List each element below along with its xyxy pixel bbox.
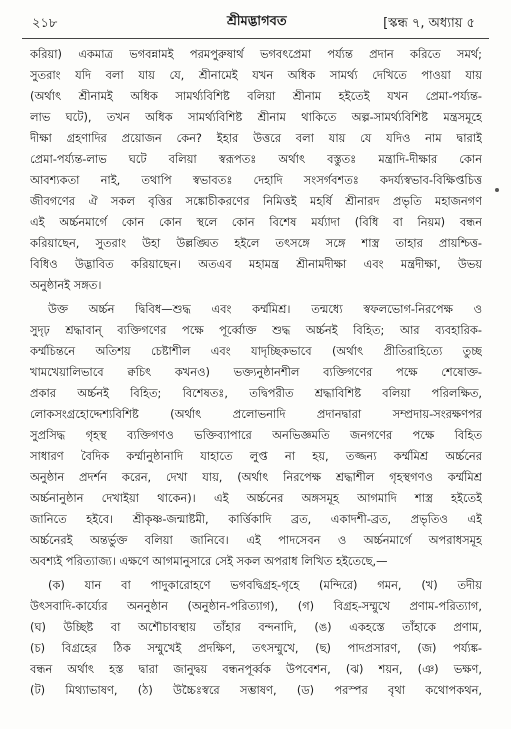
text-line: লোকসংগ্রহোদ্দেশ্যবিশিষ্ট (অর্থাৎ প্রলোভনাদি প্রদানদ্বারা সম্প্রদায়-সংরক্ষণপর xyxy=(30,407,482,421)
text-line: লাভ ঘটে), তখন অধিক সামর্থ্যবিশিষ্ট শ্রীনাম থাকিতে অল্প-সামর্থ্যবিশিষ্ট মন্ত্রসমূহে xyxy=(30,110,482,124)
text-line: আবশ্যকতা নাই, তথাপি স্বভাবতঃ দেহাদি সংসর্গবশতঃ কদর্য্যস্বভাব-বিক্ষিপ্তচিত্ত xyxy=(30,173,482,187)
text-line: (ঘ) উচ্ছিষ্ট বা অশৌচাবস্থায় তাঁহার বন্দনাদি, (ঙ) একহস্তে তাঁহাকে প্রণাম, xyxy=(30,620,482,634)
text-line: এই অর্চ্চনমার্গে কোন কোন স্থলে কোন বিশেষ মর্য্যাদা (বিধি বা নিয়ম) বন্ধন xyxy=(30,215,482,229)
text-line: দীক্ষা গ্রহণাদির প্রয়োজন কেন? ইহার উত্তরে বলা যায় যে যদিও নাম দ্বারাই xyxy=(30,131,482,145)
text-line: অনুষ্ঠান প্রদর্শন করেন, দেখা যায়, (অর্থাৎ নিরপেক্ষ শ্রদ্ধাশীল গৃহস্থগণও কর্ম্মমিশ্র xyxy=(30,470,482,484)
running-title: শ্রীমদ্ভাগবত xyxy=(227,14,287,29)
text-line: উৎসবাদি-কার্য্যের অননুষ্ঠান (অনুষ্ঠান-পরিত্যাগ), (গ) বিগ্রহ-সম্মুখে প্রণাম-পরিত্যাগ, xyxy=(30,599,482,613)
text-line: (চ) বিগ্রহের ঠিক সম্মুখেই প্রদক্ষিণ, তৎসম্মুখে, (ছ) পাদপ্রসারণ, (জ) পর্য্যঙ্ক- xyxy=(30,641,482,655)
text-line: (ক) যান বা পাদুকারোহণে ভগবদ্বিগ্রহ-গৃহে (মন্দিরে) গমন, (খ) তদীয় xyxy=(48,578,482,592)
text-line: খামখেয়ালিভাবে ক্বচিৎ কখনও) ভক্ত্যনুষ্ঠানশীল ব্যক্তিগণের পক্ষে শেষোক্ত- xyxy=(30,365,482,379)
text-line: অনুষ্ঠানই সঙ্গত। xyxy=(30,278,102,292)
text-line: সাধারণ বৈদিক কর্ম্মানুষ্ঠানাদি যাহাতে লুপ্ত না হয়, তজ্জন্য কর্ম্মমিশ্র অর্চ্চনের xyxy=(30,449,482,463)
text-line: অবশ্যই পরিত্যাজ্য। এক্ষণে আগমানুসারে সেই সকল অপরাধ লিখিত হইতেছে,— xyxy=(30,554,388,568)
text-line: সুপ্রসিদ্ধ গৃহস্থ ব্যক্তিগণও ভক্তিব্যাপারে অনভিজ্ঞমতি জনগণের পক্ষে বিহিত xyxy=(30,428,482,442)
text-line: বন্ধন অর্থাৎ হস্ত দ্বারা জানুদ্বয় বন্ধনপূর্ব্বক উপবেশন, (ঝ) শয়ন, (ঞ) ভক্ষণ, xyxy=(30,662,482,676)
text-line: অর্চ্চনেরই অন্তর্ভুক্ত বলিয়া জানিবে। এই পাদসেবন ও অর্চ্চনমার্গে অপরাধসমূহ xyxy=(30,533,482,547)
text-line: উক্ত অর্চ্চন দ্বিবিধ—শুদ্ধ এবং কর্ম্মমিশ্র। তন্মধ্যে স্বফলভোগ-নিরপেক্ষ ও xyxy=(48,302,482,316)
text-line: করিয়াছেন, সুতরাং উহা উল্লঙ্ঘিত হইলে তৎসঙ্গে সঙ্গে শাস্ত্র তাহার প্রায়শ্চিত্ত- xyxy=(30,236,482,250)
margin-mark xyxy=(495,188,499,192)
paragraph xyxy=(30,44,482,296)
header-rule xyxy=(22,38,489,39)
text-line: সুদৃঢ় শ্রদ্ধাবান্ ব্যক্তিগণের পক্ষে পূর্ব্বোক্ত শুদ্ধ অর্চ্চনই বিহিত; আর ব্যবহারিক- xyxy=(30,323,482,337)
text-line: করিয়া) একমাত্র ভগবন্নামই পরমপুরুষার্থ ভগবৎপ্রেমা পর্য্যন্ত প্রদান করিতে সমর্থ; xyxy=(30,47,482,61)
page-body xyxy=(30,44,482,701)
text-line: জীবগণের ঐ সকল বৃত্তির সঙ্কোচীকরণের নিমিত্তই মহর্ষি শ্রীনারদ প্রভৃতি মহাজনগণ xyxy=(30,194,482,208)
paragraph xyxy=(30,575,482,701)
text-line: বিধিও উদ্ভাবিত করিয়াছেন। অতএব মহামন্ত্র শ্রীনামদীক্ষা এবং মন্ত্রদীক্ষা, উভয় xyxy=(30,257,482,271)
page-header xyxy=(22,12,493,36)
page-number: ২১৮ xyxy=(32,16,58,31)
paragraph xyxy=(30,299,482,572)
text-line: কর্ম্মচিন্তনে অতিশয় চেষ্টাশীল এবং যাদৃচ্ছিকভাবে (অর্থাৎ প্রীতিরাহিত্যে তুচ্ছ xyxy=(30,344,482,358)
text-line: (ট) মিথ্যাভাষণ, (ঠ) উচ্চৈঃস্বরে সম্ভাষণ, (ড) পরস্পর বৃথা কথোপকথন, xyxy=(30,683,482,697)
text-line: প্রকার অর্চ্চনই বিহিত; বিশেষতঃ, তদ্বিপরীত শ্রদ্ধাবিশিষ্ট বলিয়া পরিলক্ষিত, xyxy=(30,386,482,400)
text-line: সুতরাং যদি বলা যায় যে, শ্রীনামেই যখন অধিক সামর্থ্য দেখিতে পাওয়া যায় xyxy=(30,68,482,82)
text-line: প্রেমা-পর্য্যন্ত-লাভ ঘটে বলিয়া স্বরূপতঃ অর্থাৎ বস্তুতঃ মন্ত্রাদি-দীক্ষার কোন xyxy=(30,152,482,166)
text-line: অর্চ্চনানুষ্ঠান দেখাইয়া থাকেন)। এই অর্চ্চনের অঙ্গসমূহ আগমাদি শাস্ত্র হইতেই xyxy=(30,491,482,505)
text-line: জানিতে হইবে। শ্রীকৃষ্ণ-জন্মাষ্টমী, কার্ত্তিকাদি ব্রত, একাদশী-ব্রত, প্রভৃতিও এই xyxy=(30,512,482,526)
section-reference: [স্কন্ধ ৭, অধ্যায় ৫ xyxy=(383,16,475,31)
text-line: (অর্থাৎ শ্রীনামই অধিক সামর্থ্যবিশিষ্ট বলিয়া শ্রীনাম হইতেই যখন প্রেমা-পর্য্যন্ত- xyxy=(30,89,482,103)
